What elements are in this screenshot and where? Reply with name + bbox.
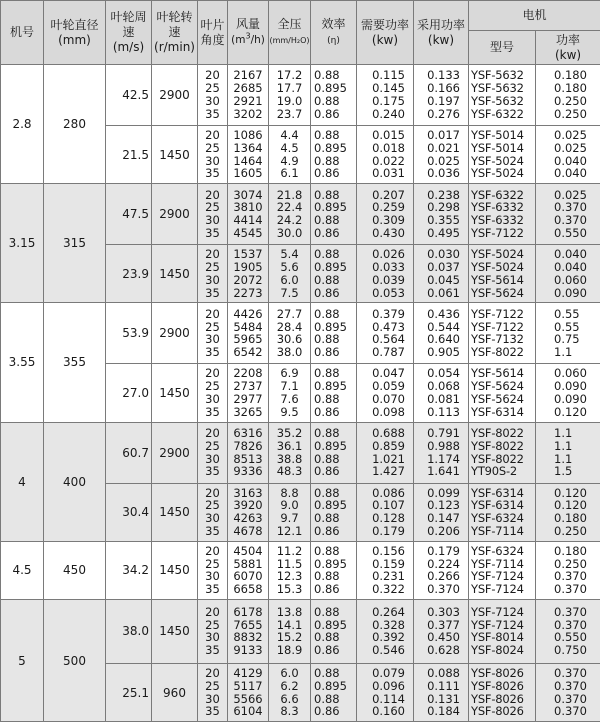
- tip-speed-cell: 25.1: [106, 663, 152, 721]
- tip-speed-cell: 21.5: [106, 126, 152, 184]
- tip-speed-cell: 53.9: [106, 303, 152, 364]
- blade-angle-cell: 20 25 30 35: [198, 483, 228, 541]
- tip-speed-cell: 30.4: [106, 483, 152, 541]
- rpm-cell: 1450: [152, 483, 198, 541]
- motor-power-cell: 0.370 0.370 0.370 0.370: [536, 663, 600, 721]
- airflow-cell: 1086 1364 1464 1605: [228, 126, 269, 184]
- motor-model-cell: YSF-8026 YSF-8026 YSF-8026 YSF-8026: [469, 663, 536, 721]
- header-model-no: 机号: [1, 1, 44, 65]
- airflow-cell: 2167 2685 2921 3202: [228, 65, 269, 126]
- airflow-cell: 2208 2737 2977 3265: [228, 364, 269, 422]
- motor-model-cell: YSF-5614 YSF-5624 YSF-5624 YSF-6314: [469, 364, 536, 422]
- blade-angle-cell: 20 25 30 35: [198, 364, 228, 422]
- tip-speed-cell: 27.0: [106, 364, 152, 422]
- motor-power-cell: 0.370 0.370 0.550 0.750: [536, 599, 600, 663]
- table-header: [1, 1, 600, 65]
- header-required-power: 需要功率 (kw): [357, 1, 414, 65]
- adopted-power-cell: 0.436 0.544 0.640 0.905: [414, 303, 469, 364]
- adopted-power-cell: 0.054 0.068 0.081 0.113: [414, 364, 469, 422]
- header-pressure: 全压 (mm/H₂O): [269, 1, 311, 65]
- required-power-cell: 0.015 0.018 0.022 0.031: [357, 126, 414, 184]
- rpm-cell: 2900: [152, 422, 198, 483]
- blade-angle-cell: 20 25 30 35: [198, 303, 228, 364]
- pressure-cell: 21.8 22.4 24.2 30.0: [269, 184, 311, 245]
- header-impeller-diameter: 叶轮直径 (mm): [44, 1, 106, 65]
- efficiency-cell: 0.88 0.895 0.88 0.86: [311, 599, 357, 663]
- model-no-cell: 3.15: [1, 184, 44, 303]
- motor-model-cell: YSF-5014 YSF-5014 YSF-5024 YSF-5024: [469, 126, 536, 184]
- motor-power-cell: 0.180 0.180 0.250 0.250: [536, 65, 600, 126]
- pressure-cell: 27.7 28.4 30.6 38.0: [269, 303, 311, 364]
- table-row: [1, 599, 600, 663]
- required-power-cell: 0.156 0.159 0.231 0.322: [357, 541, 414, 599]
- adopted-power-cell: 0.017 0.021 0.025 0.036: [414, 126, 469, 184]
- airflow-cell: 4504 5881 6070 6658: [228, 541, 269, 599]
- required-power-cell: 0.264 0.328 0.392 0.546: [357, 599, 414, 663]
- airflow-cell: 4129 5117 5566 6104: [228, 663, 269, 721]
- adopted-power-cell: 0.030 0.037 0.045 0.061: [414, 245, 469, 303]
- motor-power-cell: 0.55 0.55 0.75 1.1: [536, 303, 600, 364]
- model-no-cell: 5: [1, 599, 44, 721]
- required-power-cell: 0.086 0.107 0.128 0.179: [357, 483, 414, 541]
- adopted-power-cell: 0.099 0.123 0.147 0.206: [414, 483, 469, 541]
- model-no-cell: 4.5: [1, 541, 44, 599]
- pressure-cell: 8.8 9.0 9.7 12.1: [269, 483, 311, 541]
- header-motor-model: 型号: [469, 31, 536, 65]
- rpm-cell: 1450: [152, 245, 198, 303]
- motor-model-cell: YSF-7122 YSF-7122 YSF-7132 YSF-8022: [469, 303, 536, 364]
- diameter-cell: 355: [44, 303, 106, 422]
- rpm-cell: 1450: [152, 126, 198, 184]
- table-row: [1, 541, 600, 599]
- motor-model-cell: YSF-6324 YSF-7114 YSF-7124 YSF-7124: [469, 541, 536, 599]
- required-power-cell: 0.207 0.259 0.309 0.430: [357, 184, 414, 245]
- adopted-power-cell: 0.303 0.377 0.450 0.628: [414, 599, 469, 663]
- model-no-cell: 4: [1, 422, 44, 541]
- efficiency-cell: 0.88 0.895 0.88 0.86: [311, 65, 357, 126]
- rpm-cell: 960: [152, 663, 198, 721]
- rpm-cell: 1450: [152, 599, 198, 663]
- motor-power-cell: 0.040 0.040 0.060 0.090: [536, 245, 600, 303]
- required-power-cell: 0.688 0.859 1.021 1.427: [357, 422, 414, 483]
- pressure-cell: 13.8 14.1 15.2 18.9: [269, 599, 311, 663]
- motor-model-cell: YSF-8022 YSF-8022 YSF-8022 YT90S-2: [469, 422, 536, 483]
- adopted-power-cell: 0.238 0.298 0.355 0.495: [414, 184, 469, 245]
- rpm-cell: 2900: [152, 303, 198, 364]
- required-power-cell: 0.079 0.096 0.114 0.160: [357, 663, 414, 721]
- diameter-cell: 280: [44, 65, 106, 184]
- blade-angle-cell: 20 25 30 35: [198, 65, 228, 126]
- table-row: [1, 65, 600, 126]
- efficiency-cell: 0.88 0.895 0.88 0.86: [311, 126, 357, 184]
- adopted-power-cell: 0.088 0.111 0.131 0.184: [414, 663, 469, 721]
- table-row: [1, 184, 600, 245]
- tip-speed-cell: 47.5: [106, 184, 152, 245]
- motor-power-cell: 0.060 0.090 0.090 0.120: [536, 364, 600, 422]
- rpm-cell: 1450: [152, 364, 198, 422]
- motor-model-cell: YSF-6314 YSF-6314 YSF-6324 YSF-7114: [469, 483, 536, 541]
- rpm-cell: 1450: [152, 541, 198, 599]
- required-power-cell: 0.115 0.145 0.175 0.240: [357, 65, 414, 126]
- motor-power-cell: 0.025 0.370 0.370 0.550: [536, 184, 600, 245]
- rpm-cell: 2900: [152, 184, 198, 245]
- airflow-cell: 4426 5484 5965 6542: [228, 303, 269, 364]
- pressure-cell: 5.4 5.6 6.0 7.5: [269, 245, 311, 303]
- airflow-cell: 6316 7826 8513 9336: [228, 422, 269, 483]
- efficiency-cell: 0.88 0.895 0.88 0.86: [311, 364, 357, 422]
- blade-angle-cell: 20 25 30 35: [198, 599, 228, 663]
- header-adopted-power: 采用功率 (kw): [414, 1, 469, 65]
- diameter-cell: 500: [44, 599, 106, 721]
- motor-power-cell: 0.120 0.120 0.180 0.250: [536, 483, 600, 541]
- efficiency-cell: 0.88 0.895 0.88 0.86: [311, 541, 357, 599]
- required-power-cell: 0.047 0.059 0.070 0.098: [357, 364, 414, 422]
- table-body: [1, 65, 600, 722]
- blade-angle-cell: 20 25 30 35: [198, 126, 228, 184]
- motor-model-cell: YSF-7124 YSF-7124 YSF-8014 YSF-8024: [469, 599, 536, 663]
- efficiency-cell: 0.88 0.895 0.88 0.86: [311, 303, 357, 364]
- header-impeller-rpm: 叶轮转速 (r/min): [152, 1, 198, 65]
- header-blade-angle: 叶片角度: [198, 1, 228, 65]
- table-row: [1, 303, 600, 364]
- efficiency-cell: 0.88 0.895 0.88 0.86: [311, 483, 357, 541]
- pressure-cell: 17.2 17.7 19.0 23.7: [269, 65, 311, 126]
- efficiency-cell: 0.88 0.895 0.88 0.86: [311, 422, 357, 483]
- motor-power-cell: 1.1 1.1 1.1 1.5: [536, 422, 600, 483]
- blade-angle-cell: 20 25 30 35: [198, 663, 228, 721]
- efficiency-cell: 0.88 0.895 0.88 0.86: [311, 663, 357, 721]
- adopted-power-cell: 0.133 0.166 0.197 0.276: [414, 65, 469, 126]
- tip-speed-cell: 60.7: [106, 422, 152, 483]
- efficiency-cell: 0.88 0.895 0.88 0.86: [311, 245, 357, 303]
- adopted-power-cell: 0.791 0.988 1.174 1.641: [414, 422, 469, 483]
- airflow-cell: 6178 7655 8832 9133: [228, 599, 269, 663]
- blade-angle-cell: 20 25 30 35: [198, 245, 228, 303]
- table-row: [1, 422, 600, 483]
- required-power-cell: 0.026 0.033 0.039 0.053: [357, 245, 414, 303]
- tip-speed-cell: 34.2: [106, 541, 152, 599]
- header-efficiency: 效率 (η): [311, 1, 357, 65]
- pressure-cell: 6.9 7.1 7.6 9.5: [269, 364, 311, 422]
- model-no-cell: 2.8: [1, 65, 44, 184]
- airflow-cell: 1537 1905 2072 2273: [228, 245, 269, 303]
- header-motor-power: 功率 (kw): [536, 31, 600, 65]
- diameter-cell: 400: [44, 422, 106, 541]
- rpm-cell: 2900: [152, 65, 198, 126]
- tip-speed-cell: 23.9: [106, 245, 152, 303]
- motor-power-cell: 0.180 0.250 0.370 0.370: [536, 541, 600, 599]
- motor-model-cell: YSF-5024 YSF-5024 YSF-5614 YSF-5624: [469, 245, 536, 303]
- header-airflow: 风量 $(m^3/h)$: [228, 1, 269, 65]
- header-tip-speed: 叶轮周速 (m/s): [106, 1, 152, 65]
- airflow-cell: 3074 3810 4414 4545: [228, 184, 269, 245]
- pressure-cell: 4.4 4.5 4.9 6.1: [269, 126, 311, 184]
- adopted-power-cell: 0.179 0.224 0.266 0.370: [414, 541, 469, 599]
- efficiency-cell: 0.88 0.895 0.88 0.86: [311, 184, 357, 245]
- airflow-cell: 3163 3920 4263 4678: [228, 483, 269, 541]
- required-power-cell: 0.379 0.473 0.564 0.787: [357, 303, 414, 364]
- tip-speed-cell: 38.0: [106, 599, 152, 663]
- pressure-cell: 6.0 6.2 6.6 8.3: [269, 663, 311, 721]
- diameter-cell: 315: [44, 184, 106, 303]
- model-no-cell: 3.55: [1, 303, 44, 422]
- diameter-cell: 450: [44, 541, 106, 599]
- motor-model-cell: YSF-6322 YSF-6332 YSF-6332 YSF-7122: [469, 184, 536, 245]
- motor-power-cell: 0.025 0.025 0.040 0.040: [536, 126, 600, 184]
- tip-speed-cell: 42.5: [106, 65, 152, 126]
- blade-angle-cell: 20 25 30 35: [198, 184, 228, 245]
- blade-angle-cell: 20 25 30 35: [198, 422, 228, 483]
- blade-angle-cell: 20 25 30 35: [198, 541, 228, 599]
- motor-model-cell: YSF-5632 YSF-5632 YSF-5632 YSF-6322: [469, 65, 536, 126]
- pressure-cell: 11.2 11.5 12.3 15.3: [269, 541, 311, 599]
- pressure-cell: 35.2 36.1 38.8 48.3: [269, 422, 311, 483]
- header-motor: 电机: [469, 1, 600, 31]
